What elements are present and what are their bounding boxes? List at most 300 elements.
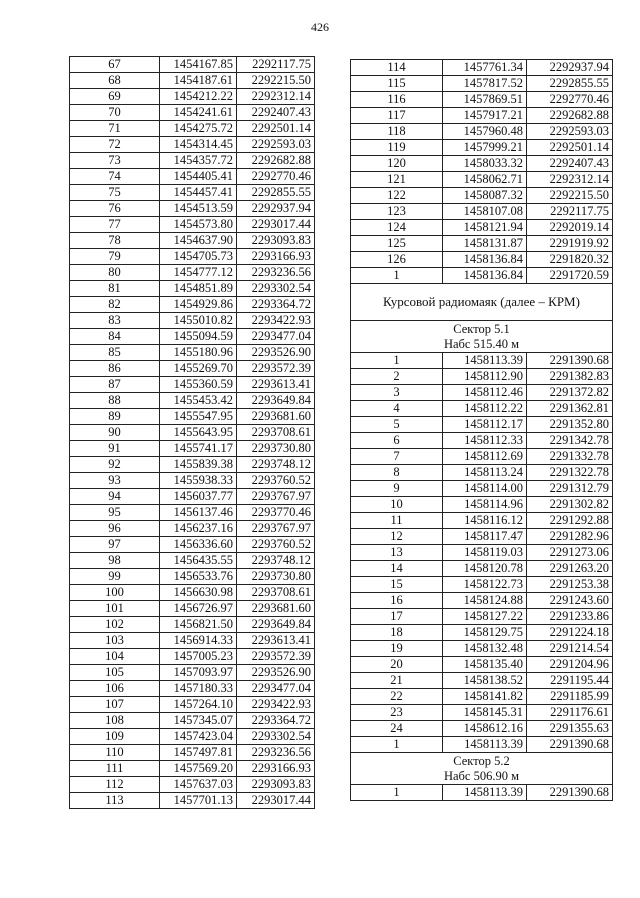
- table-row: [351, 385, 613, 401]
- section-title-name: Курсовой радиомаяк (далее – КРМ): [383, 294, 580, 309]
- x-coordinate-cell: 1454167.85: [160, 57, 237, 73]
- y-coordinate-cell: 2291263.20: [527, 561, 613, 577]
- y-coordinate-cell: 2293364.72: [237, 713, 315, 729]
- point-number-cell: 22: [351, 689, 443, 705]
- table-row: [351, 529, 613, 545]
- table-row: [70, 153, 315, 169]
- y-coordinate-cell: 2291282.96: [527, 529, 613, 545]
- point-number-cell: 68: [70, 73, 160, 89]
- y-coordinate-cell: 2292937.94: [527, 60, 613, 76]
- point-number-cell: 113: [70, 793, 160, 809]
- point-number-cell: 118: [351, 124, 443, 140]
- y-coordinate-cell: 2291919.92: [527, 236, 613, 252]
- y-coordinate-cell: 2293236.56: [237, 745, 315, 761]
- x-coordinate-cell: 1456914.33: [160, 633, 237, 649]
- point-number-cell: 92: [70, 457, 160, 473]
- y-coordinate-cell: 2293681.60: [237, 601, 315, 617]
- x-coordinate-cell: 1456336.60: [160, 537, 237, 553]
- y-coordinate-cell: 2293760.52: [237, 537, 315, 553]
- y-coordinate-cell: 2293422.93: [237, 697, 315, 713]
- sector-header-5-1-height: Набс 515.40 м: [443, 336, 520, 351]
- y-coordinate-cell: 2293681.60: [237, 409, 315, 425]
- y-coordinate-cell: 2291185.99: [527, 689, 613, 705]
- table-row: [70, 297, 315, 313]
- table-row: [70, 777, 315, 793]
- x-coordinate-cell: 1455741.17: [160, 441, 237, 457]
- y-coordinate-cell: 2293760.52: [237, 473, 315, 489]
- y-coordinate-cell: 2293613.41: [237, 377, 315, 393]
- table-row: [70, 233, 315, 249]
- x-coordinate-cell: 1457761.34: [443, 60, 527, 76]
- x-coordinate-cell: 1458112.33: [443, 433, 527, 449]
- y-coordinate-cell: 2292937.94: [237, 201, 315, 217]
- y-coordinate-cell: 2291243.60: [527, 593, 613, 609]
- point-number-cell: 70: [70, 105, 160, 121]
- sector-header-5-1: [351, 321, 613, 353]
- point-number-cell: 111: [70, 761, 160, 777]
- point-number-cell: 4: [351, 401, 443, 417]
- table-row: [70, 569, 315, 585]
- y-coordinate-cell: 2292019.14: [527, 220, 613, 236]
- y-coordinate-cell: 2291224.18: [527, 625, 613, 641]
- table-row: [351, 92, 613, 108]
- y-coordinate-cell: 2293572.39: [237, 649, 315, 665]
- sector-header-5-2: [351, 753, 613, 785]
- point-number-cell: 123: [351, 204, 443, 220]
- x-coordinate-cell: 1455269.70: [160, 361, 237, 377]
- table-row: [351, 513, 613, 529]
- y-coordinate-cell: 2293613.41: [237, 633, 315, 649]
- x-coordinate-cell: 1458113.39: [443, 353, 527, 369]
- y-coordinate-cell: 2292855.55: [237, 185, 315, 201]
- x-coordinate-cell: 1456137.46: [160, 505, 237, 521]
- point-number-cell: 83: [70, 313, 160, 329]
- point-number-cell: 122: [351, 188, 443, 204]
- table-row: [351, 60, 613, 76]
- x-coordinate-cell: 1455547.95: [160, 409, 237, 425]
- x-coordinate-cell: 1454241.61: [160, 105, 237, 121]
- y-coordinate-cell: 2292682.88: [527, 108, 613, 124]
- y-coordinate-cell: 2291390.68: [527, 353, 613, 369]
- y-coordinate-cell: 2291352.80: [527, 417, 613, 433]
- x-coordinate-cell: 1455453.42: [160, 393, 237, 409]
- y-coordinate-cell: 2292407.43: [237, 105, 315, 121]
- x-coordinate-cell: 1458145.31: [443, 705, 527, 721]
- point-number-cell: 125: [351, 236, 443, 252]
- table-row: [351, 252, 613, 268]
- x-coordinate-cell: 1454513.59: [160, 201, 237, 217]
- y-coordinate-cell: 2291332.78: [527, 449, 613, 465]
- table-row: [351, 172, 613, 188]
- y-coordinate-cell: 2293017.44: [237, 793, 315, 809]
- table-row: [70, 521, 315, 537]
- sector-header-5-2-row: [351, 753, 613, 785]
- y-coordinate-cell: 2293748.12: [237, 553, 315, 569]
- x-coordinate-cell: 1456821.50: [160, 617, 237, 633]
- table-row: [70, 633, 315, 649]
- x-coordinate-cell: 1457701.13: [160, 793, 237, 809]
- x-coordinate-cell: 1455360.59: [160, 377, 237, 393]
- table-row: [351, 577, 613, 593]
- point-number-cell: 1: [351, 268, 443, 284]
- x-coordinate-cell: 1454929.86: [160, 297, 237, 313]
- table-row: [351, 236, 613, 252]
- point-number-cell: 71: [70, 121, 160, 137]
- point-number-cell: 5: [351, 417, 443, 433]
- y-coordinate-cell: 2291273.06: [527, 545, 613, 561]
- x-coordinate-cell: 1458612.16: [443, 721, 527, 737]
- table-row: [351, 673, 613, 689]
- y-coordinate-cell: 2291195.44: [527, 673, 613, 689]
- point-number-cell: 101: [70, 601, 160, 617]
- section-title-row: [351, 284, 613, 321]
- table-row: [70, 361, 315, 377]
- y-coordinate-cell: 2291382.83: [527, 369, 613, 385]
- point-number-cell: 116: [351, 92, 443, 108]
- table-row: [70, 665, 315, 681]
- table-row: [351, 561, 613, 577]
- x-coordinate-cell: 1458119.03: [443, 545, 527, 561]
- table-row: [70, 681, 315, 697]
- y-coordinate-cell: 2293526.90: [237, 345, 315, 361]
- table-row: [351, 124, 613, 140]
- x-coordinate-cell: 1456726.97: [160, 601, 237, 617]
- point-number-cell: 105: [70, 665, 160, 681]
- y-coordinate-cell: 2292215.50: [527, 188, 613, 204]
- y-coordinate-cell: 2293730.80: [237, 441, 315, 457]
- y-coordinate-cell: 2293767.97: [237, 489, 315, 505]
- table-row: [351, 609, 613, 625]
- table-row: [70, 313, 315, 329]
- x-coordinate-cell: 1456435.55: [160, 553, 237, 569]
- x-coordinate-cell: 1454275.72: [160, 121, 237, 137]
- y-coordinate-cell: 2293770.46: [237, 505, 315, 521]
- point-number-cell: 112: [70, 777, 160, 793]
- point-number-cell: 117: [351, 108, 443, 124]
- x-coordinate-cell: 1458122.73: [443, 577, 527, 593]
- table-row: [70, 409, 315, 425]
- x-coordinate-cell: 1458087.32: [443, 188, 527, 204]
- table-row: [351, 401, 613, 417]
- x-coordinate-cell: 1456237.16: [160, 521, 237, 537]
- x-coordinate-cell: 1456630.98: [160, 585, 237, 601]
- y-coordinate-cell: 2292770.46: [237, 169, 315, 185]
- point-number-cell: 108: [70, 713, 160, 729]
- table-row: [70, 761, 315, 777]
- point-number-cell: 21: [351, 673, 443, 689]
- point-number-cell: 82: [70, 297, 160, 313]
- point-number-cell: 69: [70, 89, 160, 105]
- point-number-cell: 78: [70, 233, 160, 249]
- x-coordinate-cell: 1458062.71: [443, 172, 527, 188]
- table-row: [351, 497, 613, 513]
- point-number-cell: 79: [70, 249, 160, 265]
- y-coordinate-cell: 2292501.14: [527, 140, 613, 156]
- x-coordinate-cell: 1458113.39: [443, 785, 527, 801]
- table-row: [70, 121, 315, 137]
- point-number-cell: 103: [70, 633, 160, 649]
- y-coordinate-cell: 2291390.68: [527, 737, 613, 753]
- point-number-cell: 14: [351, 561, 443, 577]
- y-coordinate-cell: 2293526.90: [237, 665, 315, 681]
- point-number-cell: 74: [70, 169, 160, 185]
- point-number-cell: 72: [70, 137, 160, 153]
- x-coordinate-cell: 1457999.21: [443, 140, 527, 156]
- table-row: [70, 265, 315, 281]
- table-row: [351, 268, 613, 284]
- x-coordinate-cell: 1454851.89: [160, 281, 237, 297]
- table-row: [351, 220, 613, 236]
- sector-header-5-2-height: Набс 506.90 м: [443, 768, 520, 783]
- point-number-cell: 1: [351, 737, 443, 753]
- table-row: [70, 201, 315, 217]
- y-coordinate-cell: 2293730.80: [237, 569, 315, 585]
- x-coordinate-cell: 1458127.22: [443, 609, 527, 625]
- table-row: [351, 369, 613, 385]
- x-coordinate-cell: 1458113.39: [443, 737, 527, 753]
- y-coordinate-cell: 2293302.54: [237, 281, 315, 297]
- table-row: [70, 441, 315, 457]
- x-coordinate-cell: 1455643.95: [160, 425, 237, 441]
- point-number-cell: 1: [351, 353, 443, 369]
- table-row: [70, 473, 315, 489]
- point-number-cell: 18: [351, 625, 443, 641]
- x-coordinate-cell: 1456037.77: [160, 489, 237, 505]
- y-coordinate-cell: 2291292.88: [527, 513, 613, 529]
- point-number-cell: 73: [70, 153, 160, 169]
- table-row: [351, 641, 613, 657]
- table-row: [70, 393, 315, 409]
- x-coordinate-cell: 1454187.61: [160, 73, 237, 89]
- point-number-cell: 121: [351, 172, 443, 188]
- point-number-cell: 10: [351, 497, 443, 513]
- y-coordinate-cell: 2293364.72: [237, 297, 315, 313]
- point-number-cell: 93: [70, 473, 160, 489]
- y-coordinate-cell: 2292312.14: [237, 89, 315, 105]
- x-coordinate-cell: 1457569.20: [160, 761, 237, 777]
- point-number-cell: 124: [351, 220, 443, 236]
- x-coordinate-cell: 1457917.21: [443, 108, 527, 124]
- x-coordinate-cell: 1458141.82: [443, 689, 527, 705]
- y-coordinate-cell: 2293649.84: [237, 393, 315, 409]
- point-number-cell: 77: [70, 217, 160, 233]
- point-number-cell: 126: [351, 252, 443, 268]
- x-coordinate-cell: 1455180.96: [160, 345, 237, 361]
- x-coordinate-cell: 1458107.08: [443, 204, 527, 220]
- x-coordinate-cell: 1458132.48: [443, 641, 527, 657]
- point-number-cell: 9: [351, 481, 443, 497]
- table-row: [70, 137, 315, 153]
- point-number-cell: 3: [351, 385, 443, 401]
- y-coordinate-cell: 2291342.78: [527, 433, 613, 449]
- y-coordinate-cell: 2293477.04: [237, 329, 315, 345]
- y-coordinate-cell: 2292593.03: [527, 124, 613, 140]
- table-row: [351, 353, 613, 369]
- x-coordinate-cell: 1456533.76: [160, 569, 237, 585]
- table-row: [70, 745, 315, 761]
- point-number-cell: 106: [70, 681, 160, 697]
- x-coordinate-cell: 1457637.03: [160, 777, 237, 793]
- x-coordinate-cell: 1458135.40: [443, 657, 527, 673]
- table-row: [351, 785, 613, 801]
- point-number-cell: 8: [351, 465, 443, 481]
- point-number-cell: 1: [351, 785, 443, 801]
- x-coordinate-cell: 1458116.12: [443, 513, 527, 529]
- point-number-cell: 110: [70, 745, 160, 761]
- table-row: [351, 545, 613, 561]
- y-coordinate-cell: 2292117.75: [527, 204, 613, 220]
- y-coordinate-cell: 2291253.38: [527, 577, 613, 593]
- y-coordinate-cell: 2293302.54: [237, 729, 315, 745]
- sector-header-5-1-row: [351, 321, 613, 353]
- x-coordinate-cell: 1457264.10: [160, 697, 237, 713]
- x-coordinate-cell: 1458112.69: [443, 449, 527, 465]
- y-coordinate-cell: 2293708.61: [237, 425, 315, 441]
- table-row: [70, 345, 315, 361]
- point-number-cell: 12: [351, 529, 443, 545]
- y-coordinate-cell: 2291720.59: [527, 268, 613, 284]
- table-row: [70, 89, 315, 105]
- table-row: [351, 417, 613, 433]
- table-row: [70, 281, 315, 297]
- point-number-cell: 88: [70, 393, 160, 409]
- point-number-cell: 89: [70, 409, 160, 425]
- y-coordinate-cell: 2293767.97: [237, 521, 315, 537]
- point-number-cell: 13: [351, 545, 443, 561]
- point-number-cell: 67: [70, 57, 160, 73]
- table-row: [70, 57, 315, 73]
- x-coordinate-cell: 1457960.48: [443, 124, 527, 140]
- table-row: [70, 537, 315, 553]
- table-row: [70, 489, 315, 505]
- y-coordinate-cell: 2293236.56: [237, 265, 315, 281]
- x-coordinate-cell: 1458120.78: [443, 561, 527, 577]
- x-coordinate-cell: 1457817.52: [443, 76, 527, 92]
- point-number-cell: 95: [70, 505, 160, 521]
- sector-header-5-2-name: Сектор 5.2: [453, 753, 510, 768]
- table-row: [70, 713, 315, 729]
- point-number-cell: 87: [70, 377, 160, 393]
- table-row: [351, 156, 613, 172]
- x-coordinate-cell: 1454705.73: [160, 249, 237, 265]
- point-number-cell: 96: [70, 521, 160, 537]
- x-coordinate-cell: 1458136.84: [443, 252, 527, 268]
- x-coordinate-cell: 1458138.52: [443, 673, 527, 689]
- y-coordinate-cell: 2291233.86: [527, 609, 613, 625]
- point-number-cell: 91: [70, 441, 160, 457]
- x-coordinate-cell: 1454777.12: [160, 265, 237, 281]
- x-coordinate-cell: 1457869.51: [443, 92, 527, 108]
- table-row: [351, 76, 613, 92]
- x-coordinate-cell: 1458117.47: [443, 529, 527, 545]
- table-row: [70, 185, 315, 201]
- y-coordinate-cell: 2292312.14: [527, 172, 613, 188]
- table-row: [70, 425, 315, 441]
- y-coordinate-cell: 2292593.03: [237, 137, 315, 153]
- table-row: [351, 204, 613, 220]
- x-coordinate-cell: 1455839.38: [160, 457, 237, 473]
- point-number-cell: 6: [351, 433, 443, 449]
- y-coordinate-cell: 2291176.61: [527, 705, 613, 721]
- x-coordinate-cell: 1454573.80: [160, 217, 237, 233]
- y-coordinate-cell: 2293093.83: [237, 777, 315, 793]
- table-row: [70, 601, 315, 617]
- y-coordinate-cell: 2293017.44: [237, 217, 315, 233]
- point-number-cell: 114: [351, 60, 443, 76]
- table-row: [70, 249, 315, 265]
- y-coordinate-cell: 2291362.81: [527, 401, 613, 417]
- point-number-cell: 76: [70, 201, 160, 217]
- table-row: [351, 593, 613, 609]
- point-number-cell: 100: [70, 585, 160, 601]
- point-number-cell: 90: [70, 425, 160, 441]
- y-coordinate-cell: 2292770.46: [527, 92, 613, 108]
- point-number-cell: 23: [351, 705, 443, 721]
- x-coordinate-cell: 1455938.33: [160, 473, 237, 489]
- point-number-cell: 98: [70, 553, 160, 569]
- table-row: [70, 585, 315, 601]
- x-coordinate-cell: 1457345.07: [160, 713, 237, 729]
- x-coordinate-cell: 1458112.90: [443, 369, 527, 385]
- table-row: [351, 481, 613, 497]
- table-row: [70, 217, 315, 233]
- point-number-cell: 99: [70, 569, 160, 585]
- point-number-cell: 80: [70, 265, 160, 281]
- x-coordinate-cell: 1457423.04: [160, 729, 237, 745]
- table-row: [70, 329, 315, 345]
- y-coordinate-cell: 2291322.78: [527, 465, 613, 481]
- table-row: [351, 188, 613, 204]
- x-coordinate-cell: 1458112.46: [443, 385, 527, 401]
- section-title: [351, 284, 613, 321]
- x-coordinate-cell: 1457497.81: [160, 745, 237, 761]
- y-coordinate-cell: 2292117.75: [237, 57, 315, 73]
- coordinates-table-right-body: [351, 60, 613, 801]
- point-number-cell: 115: [351, 76, 443, 92]
- table-row: [351, 465, 613, 481]
- x-coordinate-cell: 1454314.45: [160, 137, 237, 153]
- y-coordinate-cell: 2292682.88: [237, 153, 315, 169]
- table-row: [351, 449, 613, 465]
- x-coordinate-cell: 1454457.41: [160, 185, 237, 201]
- point-number-cell: 85: [70, 345, 160, 361]
- table-row: [351, 625, 613, 641]
- coordinates-table-left: [69, 56, 315, 809]
- y-coordinate-cell: 2291214.54: [527, 641, 613, 657]
- x-coordinate-cell: 1455094.59: [160, 329, 237, 345]
- point-number-cell: 11: [351, 513, 443, 529]
- x-coordinate-cell: 1458136.84: [443, 268, 527, 284]
- point-number-cell: 17: [351, 609, 443, 625]
- point-number-cell: 104: [70, 649, 160, 665]
- point-number-cell: 109: [70, 729, 160, 745]
- x-coordinate-cell: 1457093.97: [160, 665, 237, 681]
- table-row: [351, 689, 613, 705]
- coordinates-table-left-body: [70, 57, 315, 809]
- y-coordinate-cell: 2293093.83: [237, 233, 315, 249]
- point-number-cell: 7: [351, 449, 443, 465]
- table-row: [70, 457, 315, 473]
- x-coordinate-cell: 1458114.96: [443, 497, 527, 513]
- y-coordinate-cell: 2293422.93: [237, 313, 315, 329]
- table-row: [70, 729, 315, 745]
- x-coordinate-cell: 1455010.82: [160, 313, 237, 329]
- point-number-cell: 19: [351, 641, 443, 657]
- point-number-cell: 94: [70, 489, 160, 505]
- table-row: [70, 697, 315, 713]
- x-coordinate-cell: 1454357.72: [160, 153, 237, 169]
- y-coordinate-cell: 2291355.63: [527, 721, 613, 737]
